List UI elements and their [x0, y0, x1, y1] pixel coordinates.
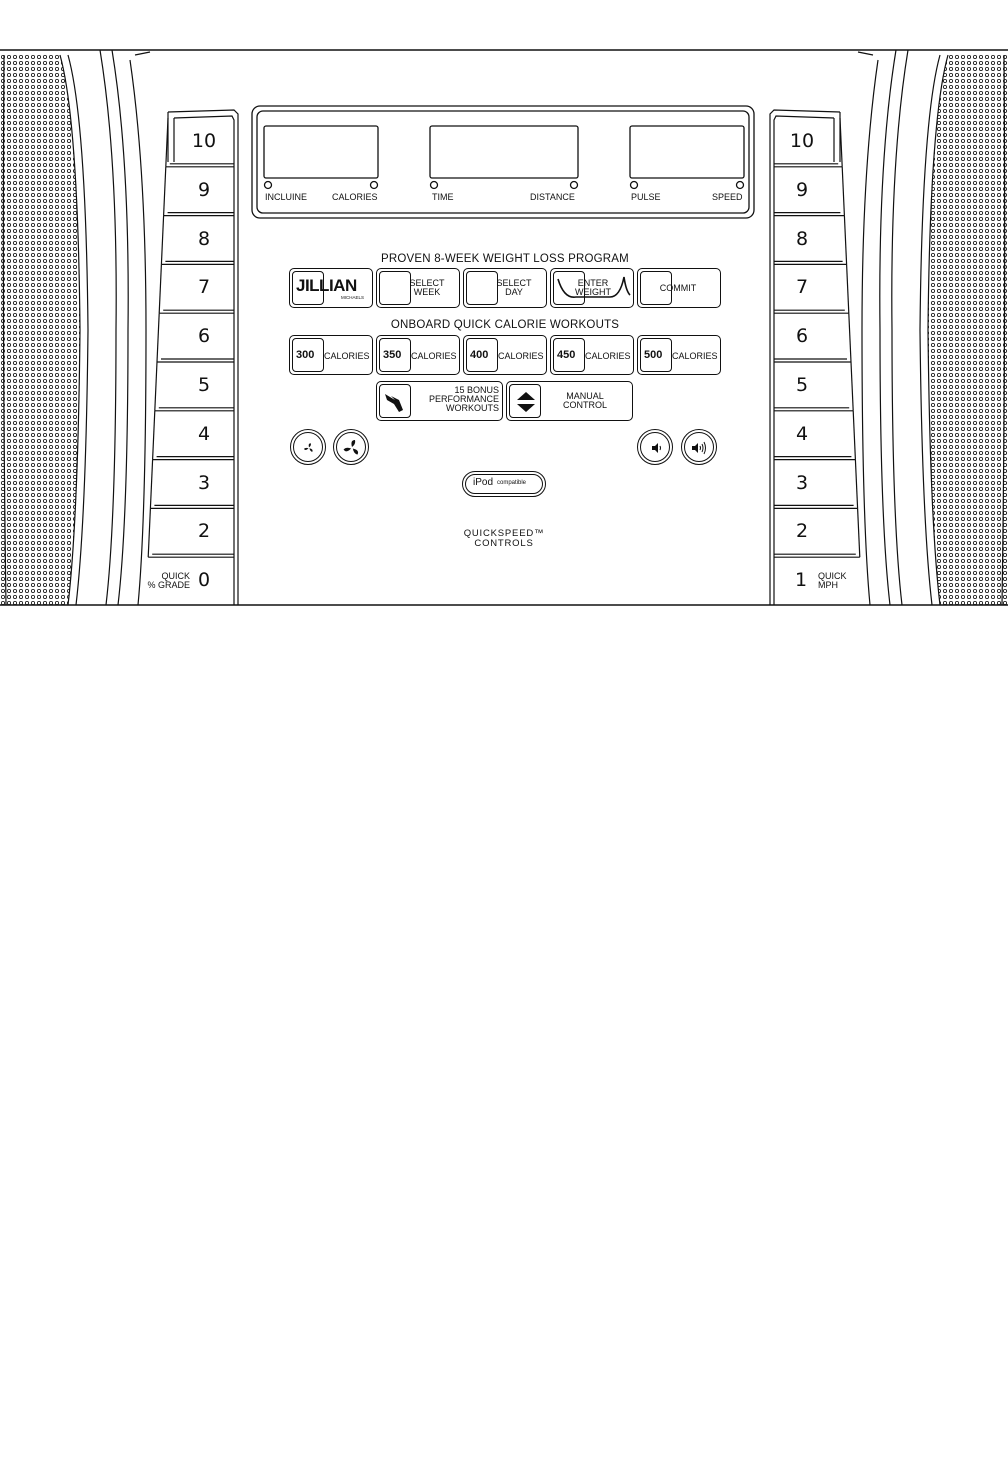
ipod-label: iPod — [473, 477, 494, 488]
speed-key-4[interactable]: 4 — [795, 422, 809, 445]
speed-key-1[interactable]: 1 — [794, 569, 808, 592]
fan-high-button[interactable] — [333, 429, 369, 465]
program-heading: PROVEN 8-WEEK WEIGHT LOSS PROGRAM — [381, 253, 629, 265]
bonus-line1: 15 BONUS — [454, 385, 499, 395]
incline-key-0[interactable]: 0 — [197, 569, 211, 592]
volume-down-button[interactable] — [637, 429, 673, 465]
jillian-michaels-button[interactable] — [289, 268, 373, 308]
ipod-compatible-label: compatible — [497, 480, 527, 486]
speed-key-5[interactable]: 5 — [795, 374, 809, 396]
manual-line2: CONTROL — [562, 400, 607, 410]
calorie-value: 500 — [644, 349, 663, 361]
bonus-workouts-button[interactable] — [376, 381, 503, 421]
ipod-compatible-badge — [462, 471, 546, 497]
up-down-arrows-icon — [515, 390, 537, 414]
manual-line1: MANUAL — [566, 391, 604, 401]
speed-key-8[interactable]: 8 — [795, 227, 809, 250]
enter-weight-button[interactable] — [550, 268, 634, 308]
calorie-value: 400 — [470, 349, 489, 361]
select-week-button[interactable] — [376, 268, 460, 308]
display-label-time: TIME — [432, 192, 454, 202]
michaels-logo-sub: MICHAELS — [340, 295, 364, 300]
calorie-unit: CALORIES — [498, 351, 544, 361]
incline-key-7[interactable]: 7 — [197, 276, 211, 299]
select-day-line2: DAY — [505, 287, 523, 297]
incline-quick-label — [138, 572, 190, 590]
speaker-icon — [649, 441, 663, 455]
bonus-line3: WORKOUTS — [446, 403, 499, 413]
enter-weight-line1: ENTER — [577, 278, 609, 288]
speed-key-2[interactable]: 2 — [795, 520, 809, 543]
calorie-value: 350 — [383, 349, 402, 361]
speed-quick-line2: MPH — [818, 580, 838, 590]
enter-weight-line2: WEIGHT — [575, 287, 611, 297]
speed-key-7[interactable]: 7 — [795, 276, 809, 299]
display-label-calories: CALORIES — [332, 192, 378, 202]
calorie-workout-button-500[interactable] — [637, 335, 721, 375]
display-label-speed: SPEED — [712, 192, 743, 202]
incline-key-3[interactable]: 3 — [197, 471, 211, 494]
winged-shoe-icon — [383, 390, 409, 414]
speaker-loud-icon — [689, 439, 711, 457]
select-day-button[interactable] — [463, 268, 547, 308]
quickspeed-line2: CONTROLS — [474, 538, 534, 549]
incline-key-9[interactable]: 9 — [197, 178, 211, 201]
quickspeed-label — [454, 529, 554, 549]
incline-key-5[interactable]: 5 — [197, 374, 211, 396]
volume-up-button[interactable] — [681, 429, 717, 465]
calorie-heading: ONBOARD QUICK CALORIE WORKOUTS — [390, 319, 620, 331]
incline-quick-line2: % GRADE — [147, 580, 190, 590]
calorie-value: 300 — [296, 349, 315, 361]
speed-key-10[interactable]: 10 — [789, 130, 815, 152]
calorie-unit: CALORIES — [585, 351, 631, 361]
speed-key-9[interactable]: 9 — [795, 178, 809, 201]
calorie-workout-button-350[interactable] — [376, 335, 460, 375]
fan-icon — [342, 438, 362, 458]
calorie-workout-button-300[interactable] — [289, 335, 373, 375]
calorie-workout-button-450[interactable] — [550, 335, 634, 375]
select-week-line1: SELECT — [409, 278, 445, 288]
incline-key-10[interactable]: 10 — [191, 130, 217, 152]
manual-control-button[interactable] — [506, 381, 633, 421]
incline-key-8[interactable]: 8 — [197, 227, 211, 250]
bonus-line2: PERFORMANCE — [428, 394, 499, 404]
calorie-unit: CALORIES — [324, 351, 370, 361]
incline-key-6[interactable]: 6 — [197, 325, 211, 348]
select-day-line1: SELECT — [496, 278, 532, 288]
speed-key-6[interactable]: 6 — [795, 325, 809, 348]
display-label-pulse: PULSE — [631, 192, 661, 202]
calorie-unit: CALORIES — [411, 351, 457, 361]
commit-button[interactable] — [637, 268, 721, 308]
incline-quick-line1: QUICK — [161, 571, 190, 581]
display-label-distance: DISTANCE — [530, 192, 575, 202]
calorie-value: 450 — [557, 349, 576, 361]
incline-key-4[interactable]: 4 — [197, 422, 211, 445]
speed-quick-line1: QUICK — [818, 571, 847, 581]
display-label-incline: INCLUINE — [265, 192, 308, 202]
jillian-logo: JILLIAN — [296, 276, 357, 295]
calorie-workout-button-400[interactable] — [463, 335, 547, 375]
select-week-line2: WEEK — [413, 287, 441, 297]
fan-low-button[interactable] — [290, 429, 326, 465]
calorie-unit: CALORIES — [672, 351, 718, 361]
quickspeed-line1: QUICKSPEED™ — [463, 528, 545, 539]
incline-key-2[interactable]: 2 — [197, 520, 211, 543]
speed-key-3[interactable]: 3 — [795, 471, 809, 494]
commit-label: COMMIT — [659, 283, 697, 293]
speed-quick-label — [818, 572, 858, 590]
fan-icon — [301, 440, 317, 456]
